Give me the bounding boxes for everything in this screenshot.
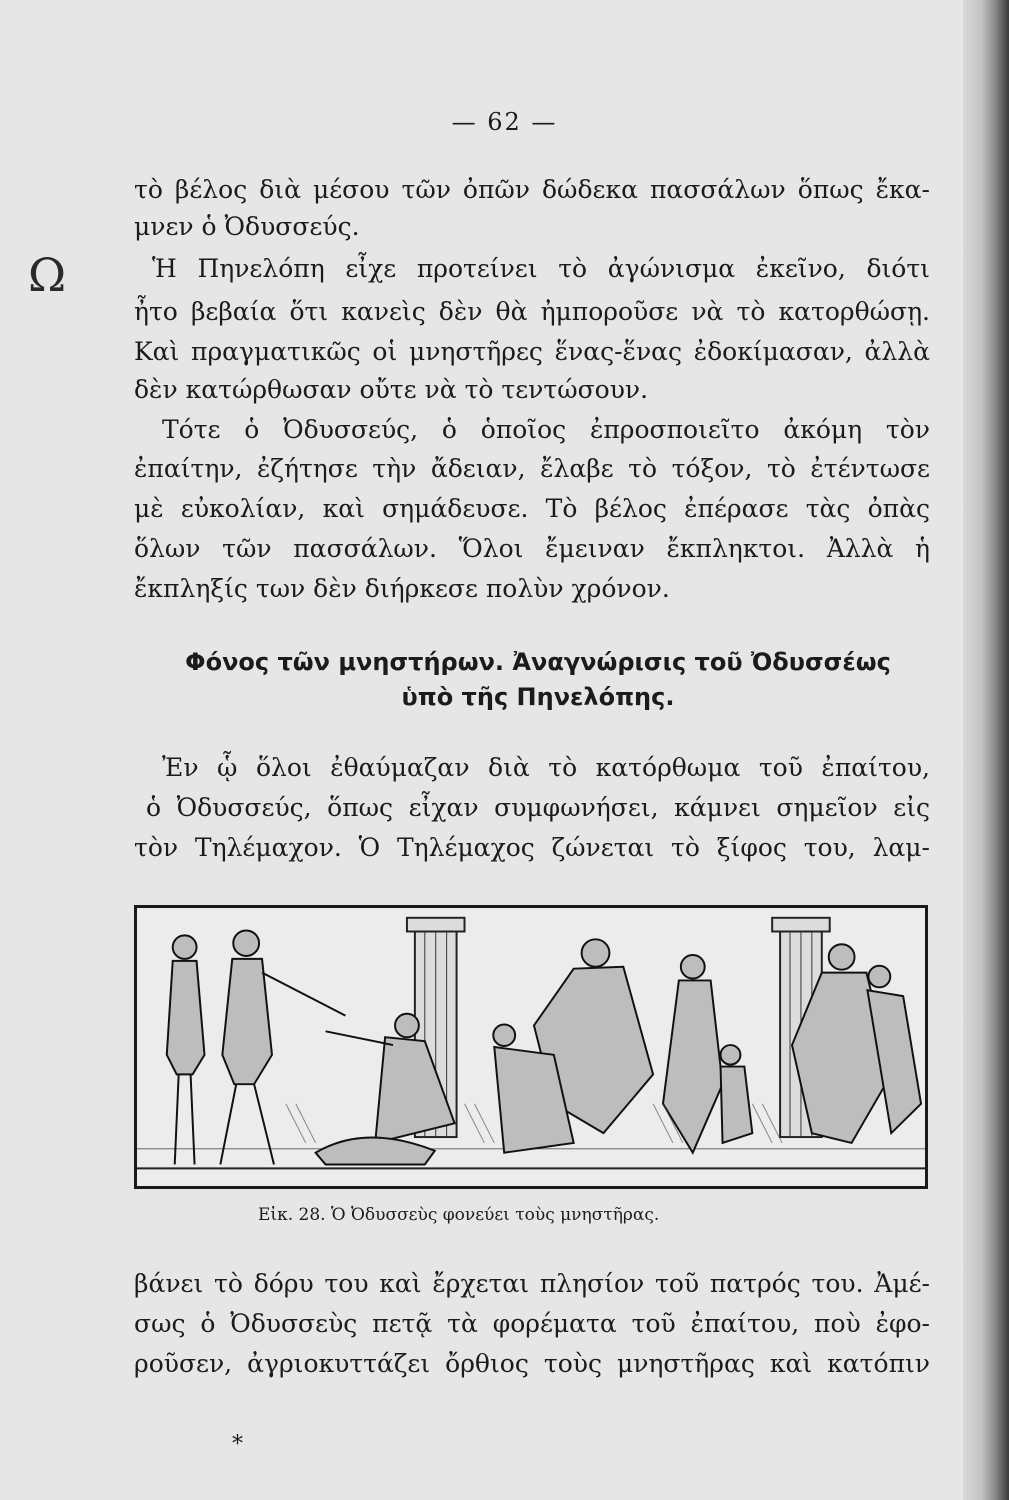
text-line: βάνει τὸ δόρυ του καὶ ἔρχεται πλησίον τοῦ πατρός του. Ἀμέ- (134, 1269, 930, 1298)
margin-annotation: Ω (28, 248, 67, 302)
text-line: σως ὁ Ὀδυσσεὺς πετᾷ τὰ φορέματα τοῦ ἐπαίτου, ποὺ ἐφο- (134, 1309, 930, 1338)
book-spine-edge (963, 0, 1009, 1500)
illustration-frieze (134, 905, 928, 1189)
text-line: Τότε ὁ Ὀδυσσεύς, ὁ ὁποῖος ἐπροσποιεῖτο ἀκόμη τὸν (162, 415, 930, 444)
text-line: ἐπαίτην, ἐζήτησε τὴν ἄδειαν, ἔλαβε τὸ τόξον, τὸ ἐτέντωσε (134, 454, 930, 483)
text-line: Ἐν ᾧ ὅλοι ἐθαύμαζαν διὰ τὸ κατόρθωμα τοῦ ἐπαίτου, (162, 753, 930, 782)
text-line: Καὶ πραγματικῶς οἱ μνηστῆρες ἕνας-ἕνας ἐδοκίμασαν, ἀλλὰ (134, 337, 930, 366)
footer-mark: * (232, 1432, 243, 1457)
odysseus-slaying-suitors-illustration (137, 908, 925, 1186)
text-line: ροῦσεν, ἀγριοκυττάζει ὄρθιος τοὺς μνηστῆρας καὶ κατόπιν (134, 1349, 930, 1378)
text-line: τὸ βέλος διὰ μέσου τῶν ὀπῶν δώδεκα πασσάλων ὅπως ἔκα- (134, 175, 930, 204)
text-line: ὁ Ὀδυσσεύς, ὅπως εἶχαν συμφωνήσει, κάμνει σημεῖον εἰς (146, 793, 930, 822)
text-line: τὸν Τηλέμαχον. Ὁ Τηλέμαχος ζώνεται τὸ ξίφος του, λαμ- (134, 833, 930, 862)
text-line: ὅλων τῶν πασσάλων. Ὅλοι ἔμειναν ἔκπληκτοι. Ἀλλὰ ἡ (134, 534, 930, 563)
text-line: ἔκπληξίς των δὲν διήρκεσε πολὺν χρόνον. (134, 574, 670, 603)
page-number: — 62 — (451, 108, 558, 136)
section-heading: Φόνος τῶν μνηστήρων. Ἀναγνώρισις τοῦ Ὀδυσσέως (185, 648, 891, 676)
text-line: μνεν ὁ Ὀδυσσεύς. (134, 212, 360, 241)
text-line: ἦτο βεβαία ὅτι κανεὶς δὲν θὰ ἠμποροῦσε νὰ τὸ κατορθώσῃ. (134, 297, 930, 326)
text-line: Ἡ Πηνελόπη εἶχε προτείνει τὸ ἀγώνισμα ἐκεῖνο, διότι (152, 254, 930, 283)
text-line: δὲν κατώρθωσαν οὔτε νὰ τὸ τεντώσουν. (134, 375, 649, 404)
text-line: μὲ εὐκολίαν, καὶ σημάδευσε. Τὸ βέλος ἐπέρασε τὰς ὀπὰς (134, 494, 930, 523)
section-heading: ὑπὸ τῆς Πηνελόπης. (401, 683, 675, 711)
figure-caption: Εἰκ. 28. Ὁ Ὀδυσσεὺς φονεύει τοὺς μνηστῆρας. (258, 1205, 660, 1225)
